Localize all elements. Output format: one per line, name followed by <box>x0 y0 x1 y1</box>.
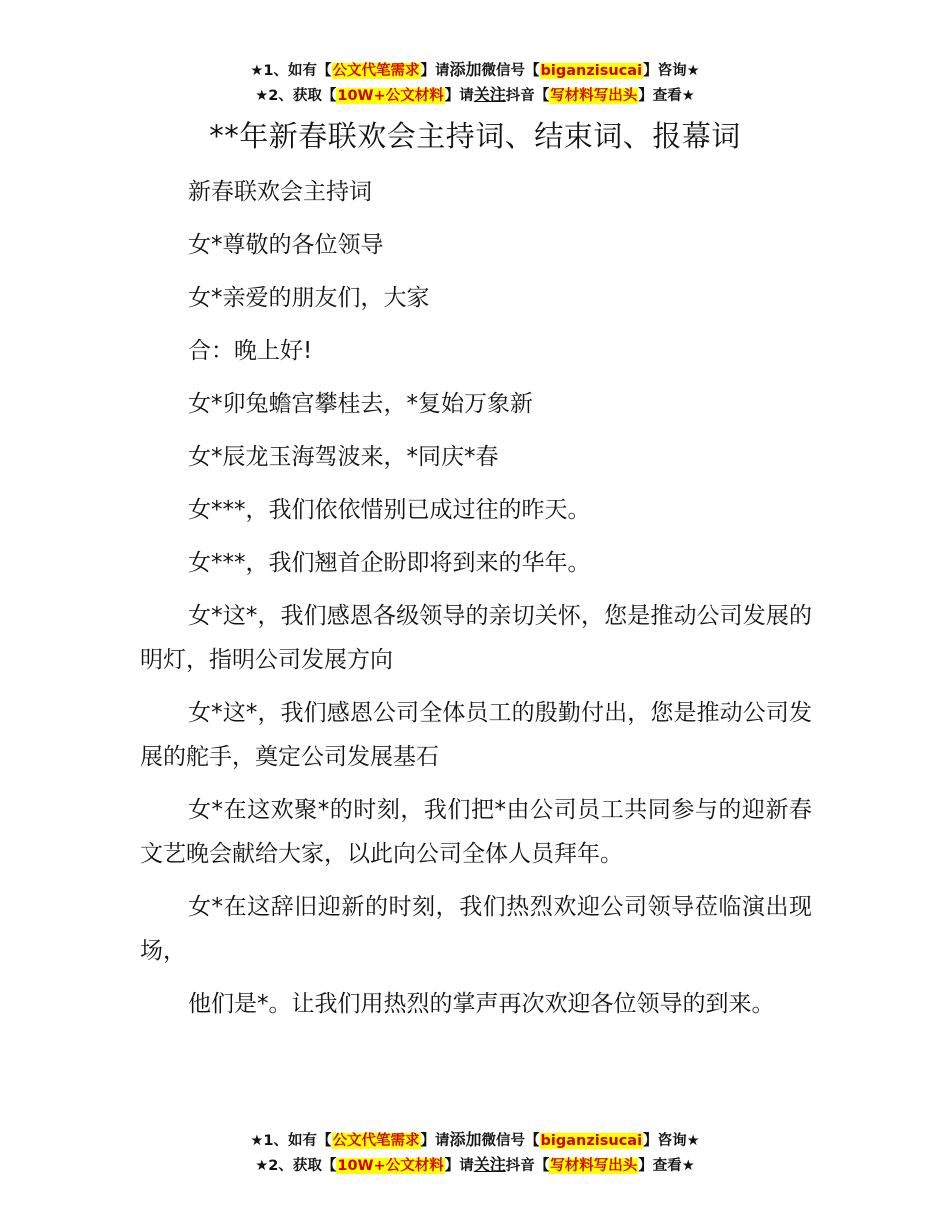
ad-highlight: 10W+公文材料 <box>337 88 444 104</box>
paragraph: 新春联欢会主持词 <box>188 179 372 205</box>
ad-highlight: 公文代笔需求 <box>332 63 420 79</box>
ad-text: 】请 <box>444 1158 474 1174</box>
paragraph: 女*在这欢聚*的时刻，我们把*由公司员工共同参与的迎新春文艺晚会献给大家，以此向公司全体人员拜年。 <box>140 797 812 867</box>
footer-ad-line-2 <box>0 1153 950 1178</box>
star-icon: ★ <box>255 88 269 104</box>
paragraph: 女*这*，我们感恩公司全体员工的殷勤付出，您是推动公司发展的舵手，奠定公司发展基石 <box>140 700 812 770</box>
ad-text: 】查看★ <box>638 1158 695 1174</box>
ad-text: 】咨询★ <box>643 63 700 79</box>
ad-emphasis: 添加 <box>449 60 482 79</box>
paragraph: 女*尊敬的各位领导 <box>188 232 384 258</box>
paragraph: 女*辰龙玉海驾波来，*同庆*春 <box>188 444 499 470</box>
ad-text: 】查看★ <box>638 88 695 104</box>
star-icon: ★ <box>255 1158 269 1174</box>
ad-highlight: biganzisucai <box>540 1133 643 1149</box>
ad-text: 】请 <box>420 1133 450 1149</box>
ad-text: 微信号【 <box>481 63 540 79</box>
header-ad <box>0 58 950 108</box>
ad-highlight: 写材料写出头 <box>550 1158 638 1174</box>
ad-text: 】请 <box>444 88 474 104</box>
ad-text: 】请 <box>420 63 450 79</box>
ad-text: 2、获取【 <box>268 1158 337 1174</box>
document-body <box>140 170 812 1035</box>
ad-text: 1、如有【 <box>263 1133 332 1149</box>
footer-ad <box>0 1128 950 1178</box>
header-ad-line-1 <box>0 58 950 83</box>
header-ad-line-2 <box>0 83 950 108</box>
ad-emphasis: 关注 <box>473 1155 506 1174</box>
ad-highlight: 公文代笔需求 <box>332 1133 420 1149</box>
ad-text: 2、获取【 <box>268 88 337 104</box>
ad-text: 1、如有【 <box>263 63 332 79</box>
ad-text: 抖音【 <box>505 1158 550 1174</box>
ad-text: 微信号【 <box>481 1133 540 1149</box>
paragraph: 他们是*。让我们用热烈的掌声再次欢迎各位领导的到来。 <box>188 991 775 1017</box>
ad-highlight: 写材料写出头 <box>550 88 638 104</box>
paragraph: 女***，我们依依惜别已成过往的昨天。 <box>188 497 591 523</box>
paragraph: 女*亲爱的朋友们，大家 <box>188 285 430 311</box>
ad-highlight: 10W+公文材料 <box>337 1158 444 1174</box>
footer-ad-line-1 <box>0 1128 950 1153</box>
ad-highlight: biganzisucai <box>540 63 643 79</box>
ad-text: 】咨询★ <box>643 1133 700 1149</box>
paragraph: 女*这*，我们感恩各级领导的亲切关怀，您是推动公司发展的明灯，指明公司发展方向 <box>140 603 812 673</box>
star-icon: ★ <box>250 1133 264 1149</box>
paragraph: 合：晚上好! <box>188 338 313 364</box>
paragraph: 女*卯兔蟾宫攀桂去，*复始万象新 <box>188 391 533 417</box>
document-title: **年新春联欢会主持词、结束词、报幕词 <box>209 119 741 153</box>
star-icon: ★ <box>250 63 264 79</box>
paragraph: 女***，我们翘首企盼即将到来的华年。 <box>188 550 591 576</box>
ad-emphasis: 添加 <box>449 1130 482 1149</box>
paragraph: 女*在这辞旧迎新的时刻，我们热烈欢迎公司领导莅临演出现场， <box>140 894 812 964</box>
ad-emphasis: 关注 <box>473 85 506 104</box>
ad-text: 抖音【 <box>505 88 550 104</box>
